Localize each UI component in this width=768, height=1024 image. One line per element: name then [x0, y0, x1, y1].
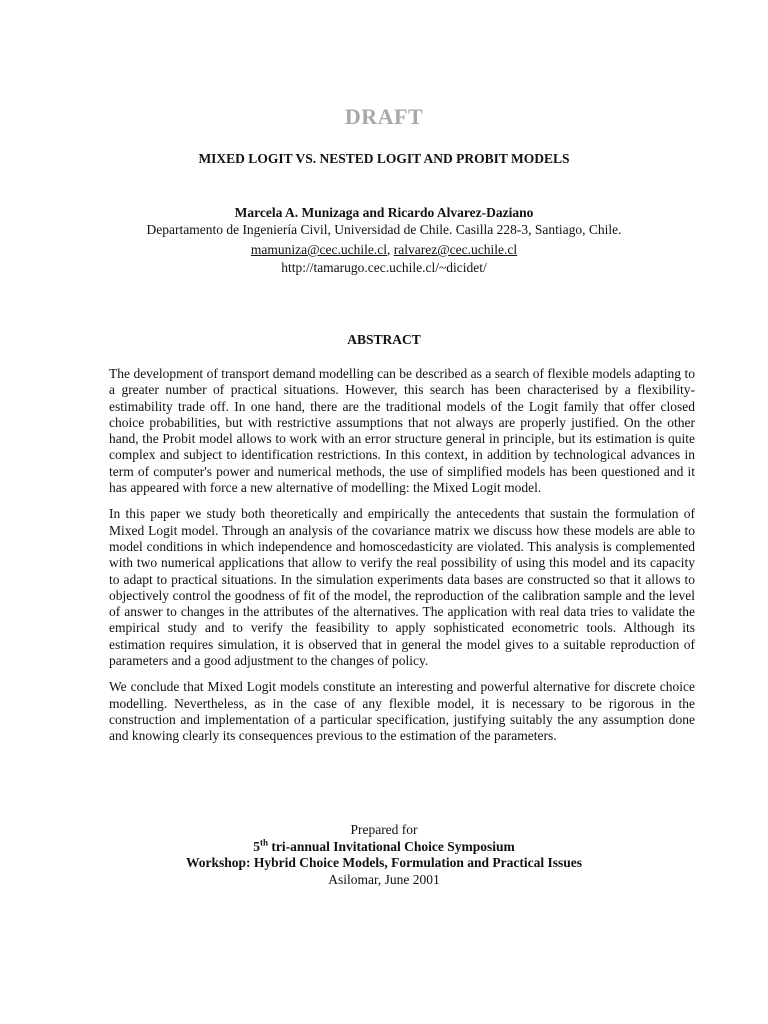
authors: Marcela A. Munizaga and Ricardo Alvarez-Daziano: [234, 205, 534, 220]
email-separator: ,: [387, 242, 394, 257]
abstract-paragraph-2: In this paper we study both theoretically and empirically the antecedents that sustain the formulation of Mixed Logit model. Through an analysis of the covariance matrix we discuss how these models are able to model conditions in which independence and homoscedasticity are violated. This analysis is complemented with two numerical applications that allow to verify the real possibility of using this model and its capacity to adapt to practical situations. In the simulation experiments data bases are constructed so that it allows to objectively control the goodness of fit of the model, the reproduction of the calibration sample and the level of answer to changes in the attributes of the alternatives. The application with real data tries to validate the empirical study and to verify the feasibility to apply sophisticated econometric tools. Although its estimation requires simulation, it is observed that in general the model gives to a suitable reproduction of parameters and a good adjustment to the changes of policy.: [109, 506, 695, 669]
symposium-ordinal: th: [259, 837, 268, 847]
location-date: Asilomar, June 2001: [328, 871, 440, 887]
symposium-name: tri-annual Invitational Choice Symposium: [267, 838, 515, 854]
abstract-heading: ABSTRACT: [347, 332, 421, 347]
abstract-paragraph-3: We conclude that Mixed Logit models constitute an interesting and powerful alternative for discrete choice modelling. Nevertheless, as in the case of any flexible model, it is necessary to be rigorous in the construction and implementation of a particular specification, justifying suitably the any assumption done and knowing clearly its consequences previous to the estimation of the parameters.: [109, 679, 695, 744]
prepared-for: Prepared for: [350, 822, 418, 837]
abstract-paragraph-1: The development of transport demand modelling can be described as a search of flexible models adapting to a greater number of practical situations. However, this search has been characterised by a flexibility-estimability trade off. In one hand, there are the traditional models of the Logit family that offer closed choice probabilities, but with restrictive assumptions that not always are properly justified. On the other hand, the Probit model allows to work with an error structure general in principle, but its estimation is quite complex and subject to identification restrictions. In this context, in addition by technological advances in term of computer's power and numerical methods, the use of simplified models has been questioned and it has appeared with force a new alternative of modelling: the Mixed Logit model.: [109, 366, 695, 496]
symposium-number: 5: [253, 838, 260, 854]
website-url[interactable]: http://tamarugo.cec.uchile.cl/~dicidet/: [281, 260, 487, 275]
abstract-body: [109, 366, 695, 755]
footer-block: [0, 822, 768, 888]
symposium-line: [0, 839, 768, 856]
workshop-title: Workshop: Hybrid Choice Models, Formulation and Practical Issues: [185, 855, 582, 870]
email-line: [0, 242, 768, 258]
paper-title: MIXED LOGIT VS. NESTED LOGIT AND PROBIT MODELS: [198, 151, 570, 166]
draft-watermark: DRAFT: [344, 104, 424, 129]
email-link-alvarez[interactable]: ralvarez@cec.uchile.cl: [393, 242, 518, 257]
email-link-munizaga[interactable]: mamuniza@cec.uchile.cl: [250, 242, 387, 257]
affiliation: Departamento de Ingeniería Civil, Universidad de Chile. Casilla 228-3, Santiago, Chile.: [146, 222, 622, 237]
